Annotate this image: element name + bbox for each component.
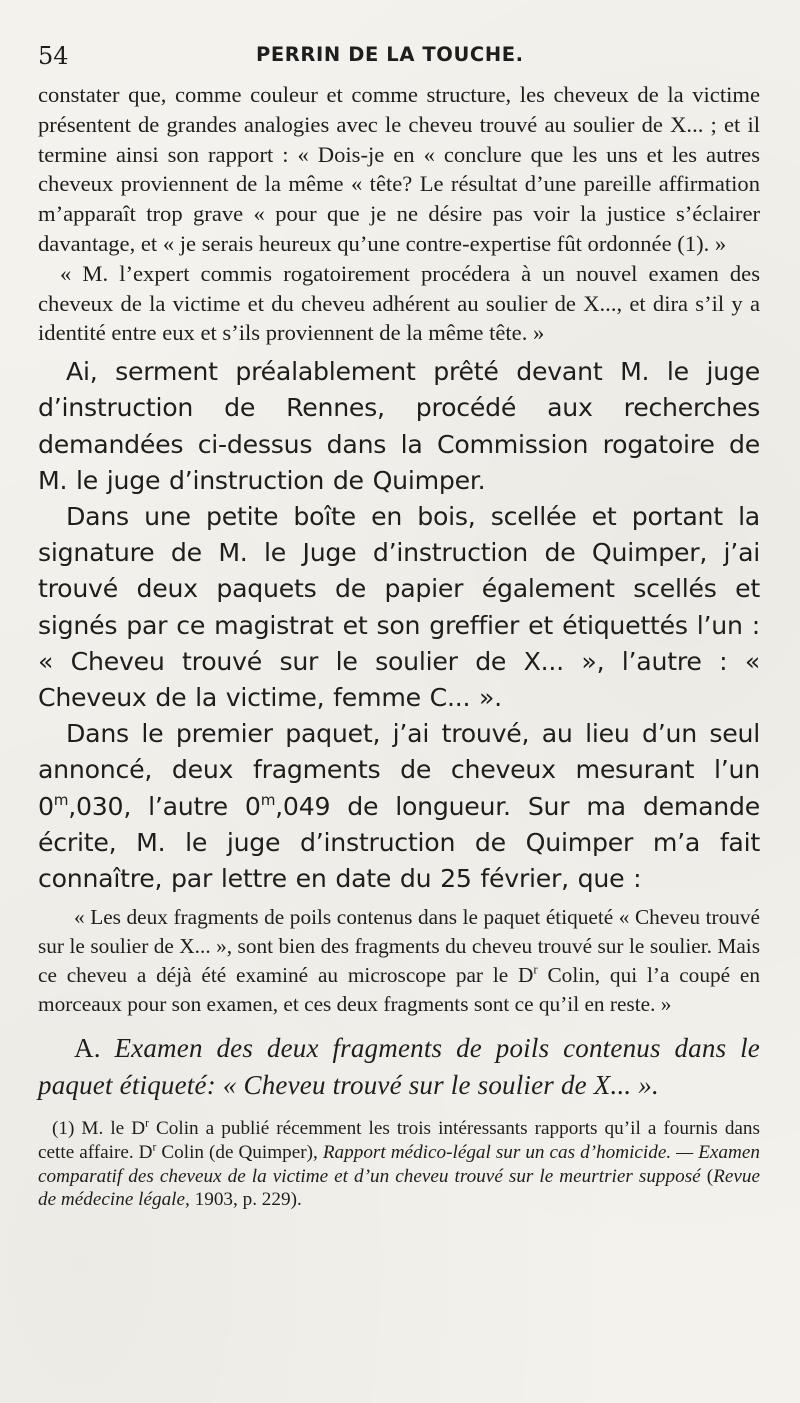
citation-title: Rapport médico-légal sur un cas d’homicide. — Examen comparatif des cheveux de la victime et d’un cheveu trouvé sur le meurtrier supposé [38,1142,760,1187]
section-label: A. [74,1033,101,1064]
superscript: r [533,962,538,977]
text-run: ( [700,1165,714,1187]
superscript: r [145,1117,149,1130]
text-run: Colin a publié récemment les trois intéressants rapports qu’il a fournis dans cette affaire. D [38,1118,760,1163]
section-heading [38,1030,760,1103]
journal-title: Revue de médecine légale, [38,1165,760,1211]
body-paragraph: Ai, serment préalablement prêté devant M. le juge d’instruction de Rennes, procédé aux recherches demandées ci-dessus dans la Commission rogatoire de M. le juge d’instruction de Quimper. [38,357,760,495]
text-run: ,030, l’autre 0 [68,791,261,821]
text-run: Colin, qui l’a coupé en morceaux pour son examen, et ces deux fragments sont ce qu’il en reste. » [38,962,760,1016]
text-run: ,049 de longueur. Sur ma demande écrite, M. le juge d’instruction de Quimper m’a fait connaître, par lettre en date du 25 février, que : [38,791,760,894]
letter-paragraph [38,903,760,1018]
running-head [38,30,760,80]
text-run: M. le D [74,1118,146,1140]
expert-report-quote [38,80,760,348]
superscript: m [53,790,69,809]
text-run: 1903, p. 229). [189,1189,302,1211]
text-run: « Les deux fragments de poils contenus dans le paquet étiqueté « Cheveu trouvé sur le soulier de X... », sont bien des fragments du cheveu trouvé sur le soulier. Mais ce cheveu a déjà été examiné au microscope par le D [38,905,760,987]
superscript: r [152,1141,157,1154]
running-title: PERRIN DE LA TOUCHE. [256,43,524,66]
body-text [38,354,760,897]
footnote-mark: (1) [52,1118,75,1140]
text-run: Dans le premier paquet, j’ai trouvé, au lieu d’un seul annoncé, deux fragments de cheveux mesurant l’un 0 [38,719,760,821]
page-number: 54 [38,42,69,70]
footnote [38,1117,760,1211]
section-title: Examen des deux fragments de poils contenus dans le paquet étiqueté: « Cheveu trouvé sur le soulier de X... ». [38,1033,760,1100]
quote-paragraph: « M. l’expert commis rogatoirement procédera à un nouvel examen des cheveux de la victime et du cheveu adhérent au soulier de X..., et dira s’il y a identité entre eux et s’ils proviennent de la même tête. » [38,260,760,346]
judge-letter-quote [38,903,760,1018]
text-run: Colin (de Quimper), [156,1142,323,1163]
quote-paragraph: constater que, comme couleur et comme structure, les cheveux de la victime présentent de grandes analogies avec le cheveu trouvé au soulier de X... ; et il termine ainsi son rapport : « Dois-je en « conclure que les uns et les autres cheveux proviennent de la même « tête? Le résultat d’une pareille affirmation m’apparaît trop grave « pour que je ne désire pas voir la justice s’éclairer davantage, et « je serais heureux qu’une contre-expertise fût ordonnée (1). » [38,82,760,256]
body-paragraph [38,716,760,897]
superscript: m [260,790,276,809]
body-paragraph: Dans une petite boîte en bois, scellée et portant la signature de M. le Juge d’instruction de Quimper, j’ai trouvé deux paquets de papier également scellés et signés par ce magistrat et son greffier et étiquettés l’un : « Cheveu trouvé sur le soulier de X... », l’autre : « Cheveux de la victime, femme C... ». [38,501,760,712]
